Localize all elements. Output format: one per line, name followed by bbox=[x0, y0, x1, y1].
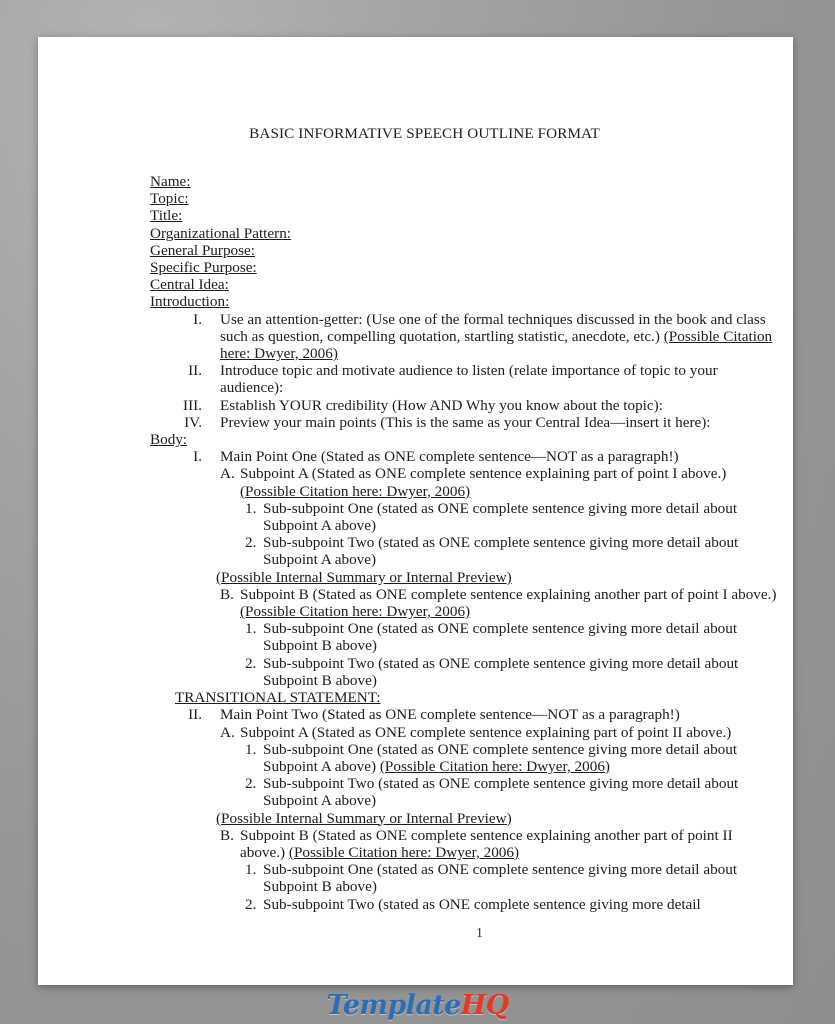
main-point-one-subpoint-a bbox=[220, 465, 780, 499]
introduction-item-3 bbox=[150, 397, 780, 414]
main-point-two-internal-note-label: (Possible Internal Summary or Internal Preview) bbox=[216, 809, 512, 827]
main-point-two-subpoint-a-letter: A. bbox=[220, 723, 235, 741]
field-title-label: Title: bbox=[150, 207, 183, 225]
main-point-two-subpoint-a-sub-1-text bbox=[263, 741, 780, 775]
introduction-item-3-numeral: III. bbox=[183, 396, 202, 414]
main-point-one-subpoint-b-body: Subpoint B (Stated as ONE complete sentence explaining another part of point I above.) bbox=[240, 585, 777, 603]
introduction-item-1-body: Use an attention-getter: (Use one of the formal techniques discussed in the book and class such as question, compelling quotation, startling statistic, anecdote, etc.) bbox=[220, 310, 766, 345]
field-title bbox=[150, 207, 780, 224]
field-topic-label: Topic: bbox=[150, 190, 189, 208]
main-point-two-subpoint-b-body: Subpoint B (Stated as ONE complete sentence explaining another part of point II above.) bbox=[240, 826, 733, 861]
main-point-two-subpoint-b-citation: (Possible Citation here: Dwyer, 2006) bbox=[288, 843, 520, 861]
main-point-one-subpoint-a-citation: (Possible Citation here: Dwyer, 2006) bbox=[240, 482, 471, 500]
main-point-one-subpoint-b-text bbox=[240, 586, 780, 620]
main-point-two-subpoint-b-letter: B. bbox=[220, 826, 234, 844]
field-name-label: Name: bbox=[150, 173, 191, 190]
main-point-one-subpoint-b-sub-2-text: Sub-subpoint Two (stated as ONE complete sentence giving more detail about Subpoint B above) bbox=[263, 654, 739, 689]
section-heading-introduction bbox=[150, 293, 780, 310]
main-point-one-subpoint-a-letter: A. bbox=[220, 465, 235, 483]
main-point-two-text: Main Point Two (Stated as ONE complete sentence—NOT as a paragraph!) bbox=[220, 706, 680, 724]
main-point-two-subpoint-b-sub-1-number: 1. bbox=[245, 861, 257, 879]
introduction-item-2 bbox=[150, 362, 780, 396]
field-organizational-pattern bbox=[150, 225, 780, 242]
main-point-one-internal-note bbox=[216, 569, 780, 586]
watermark-text bbox=[326, 989, 509, 1021]
main-point-one-subpoint-b-sub-1 bbox=[245, 620, 780, 654]
field-central-idea bbox=[150, 276, 780, 293]
field-central-idea-label: Central Idea: bbox=[150, 276, 229, 294]
field-specific-purpose bbox=[150, 259, 780, 276]
main-point-one-subpoint-a-sub-1 bbox=[245, 500, 780, 534]
document-sheet bbox=[38, 37, 793, 985]
main-point-two-subpoint-a-sub-1-citation: (Possible Citation here: Dwyer, 2006) bbox=[379, 757, 610, 775]
transitional-statement bbox=[175, 689, 780, 706]
main-point-one-subpoint-a-text bbox=[240, 465, 780, 499]
field-name bbox=[150, 173, 780, 190]
page-title: BASIC INFORMATIVE SPEECH OUTLINE FORMAT bbox=[249, 125, 600, 142]
introduction-heading-label: Introduction: bbox=[150, 293, 230, 311]
introduction-item-2-text: Introduce topic and motivate audience to listen (relate importance of topic to your audience): bbox=[220, 362, 718, 397]
main-point-two-subpoint-a-sub-1-body: Sub-subpoint One (stated as ONE complete sentence giving more detail about Subpoint A above) bbox=[263, 740, 738, 775]
main-point-one-subpoint-b-sub-1-number: 1. bbox=[245, 620, 257, 638]
main-point-one-subpoint-b-sub-1-text: Sub-subpoint One (stated as ONE complete sentence giving more detail about Subpoint B above) bbox=[263, 620, 738, 655]
introduction-item-2-numeral: II. bbox=[188, 362, 202, 380]
main-point-one-numeral: I. bbox=[193, 448, 202, 466]
main-point-two-subpoint-a-sub-2-text: Sub-subpoint Two (stated as ONE complete sentence giving more detail about Subpoint A above) bbox=[263, 775, 739, 810]
introduction-item-4-text: Preview your main points (This is the same as your Central Idea—insert it here): bbox=[220, 413, 711, 431]
main-point-one-subpoint-a-sub-2 bbox=[245, 534, 780, 568]
main-point-one-text: Main Point One (Stated as ONE complete sentence—NOT as a paragraph!) bbox=[220, 448, 679, 466]
main-point-two-subpoint-b bbox=[220, 827, 780, 861]
main-point-two-subpoint-b-sub-1-text: Sub-subpoint One (stated as ONE complete sentence giving more detail about Subpoint B above) bbox=[263, 861, 738, 896]
main-point-one-subpoint-b bbox=[220, 586, 780, 620]
main-point-two-subpoint-b-sub-2-text: Sub-subpoint Two (stated as ONE complete sentence giving more detail bbox=[263, 895, 701, 913]
main-point-two-subpoint-a-sub-1 bbox=[245, 741, 780, 775]
introduction-item-4 bbox=[150, 414, 780, 431]
introduction-item-4-numeral: IV. bbox=[184, 413, 202, 431]
watermark-template-part: Template bbox=[326, 989, 461, 1021]
field-specific-purpose-label: Specific Purpose: bbox=[150, 259, 257, 277]
main-point-two-subpoint-b-sub-2 bbox=[245, 896, 780, 913]
main-point-one-subpoint-a-sub-1-text: Sub-subpoint One (stated as ONE complete sentence giving more detail about Subpoint A above) bbox=[263, 499, 738, 535]
main-point-one-subpoint-b-citation: (Possible Citation here: Dwyer, 2006) bbox=[240, 603, 471, 621]
introduction-item-1 bbox=[150, 311, 780, 363]
main-point-one-subpoint-b-sub-2-number: 2. bbox=[245, 654, 257, 672]
main-point-two-subpoint-b-text bbox=[240, 827, 780, 861]
introduction-item-1-citation: (Possible Citation here: Dwyer, 2006) bbox=[220, 327, 773, 363]
introduction-item-3-text: Establish YOUR credibility (How AND Why you know about the topic): bbox=[220, 396, 663, 414]
watermark-hq-part: HQ bbox=[460, 989, 509, 1021]
main-point-one-subpoint-a-sub-2-text: Sub-subpoint Two (stated as ONE complete sentence giving more detail about Subpoint A above) bbox=[263, 534, 739, 569]
introduction-item-1-text bbox=[202, 311, 780, 363]
field-organizational-pattern-label: Organizational Pattern: bbox=[150, 224, 292, 242]
page-number: 1 bbox=[476, 925, 483, 940]
main-point-two-subpoint-b-sub-2-number: 2. bbox=[245, 895, 257, 913]
main-point-two-subpoint-b-sub-1 bbox=[245, 861, 780, 895]
main-point-one-subpoint-b-sub-2 bbox=[245, 655, 780, 689]
document-page bbox=[38, 37, 793, 985]
main-point-two-subpoint-a-sub-2-number: 2. bbox=[245, 775, 257, 793]
main-point-two bbox=[150, 706, 780, 723]
section-heading-body bbox=[150, 431, 780, 448]
transitional-statement-label: TRANSITIONAL STATEMENT: bbox=[175, 689, 381, 707]
introduction-item-1-numeral: I. bbox=[193, 310, 202, 328]
main-point-two-internal-note bbox=[216, 810, 780, 827]
field-topic bbox=[150, 190, 780, 207]
templatehq-watermark bbox=[0, 986, 835, 1024]
main-point-one-subpoint-a-sub-2-number: 2. bbox=[245, 534, 257, 552]
main-point-one-subpoint-a-sub-1-number: 1. bbox=[245, 499, 257, 517]
main-point-one bbox=[150, 448, 780, 465]
document-content bbox=[150, 173, 780, 913]
body-heading-label: Body: bbox=[150, 431, 188, 449]
main-point-two-numeral: II. bbox=[188, 706, 202, 724]
main-point-two-subpoint-a-text: Subpoint A (Stated as ONE complete sentence explaining part of point II above.) bbox=[240, 723, 732, 741]
main-point-one-subpoint-b-letter: B. bbox=[220, 585, 234, 603]
main-point-one-internal-note-label: (Possible Internal Summary or Internal Preview) bbox=[216, 568, 512, 586]
main-point-two-subpoint-a-sub-1-number: 1. bbox=[245, 740, 257, 758]
field-general-purpose-label: General Purpose: bbox=[150, 241, 256, 259]
field-general-purpose bbox=[150, 242, 780, 259]
main-point-two-subpoint-a bbox=[220, 724, 780, 741]
main-point-one-subpoint-a-body: Subpoint A (Stated as ONE complete sentence explaining part of point I above.) bbox=[240, 465, 727, 483]
main-point-two-subpoint-a-sub-2 bbox=[245, 775, 780, 809]
